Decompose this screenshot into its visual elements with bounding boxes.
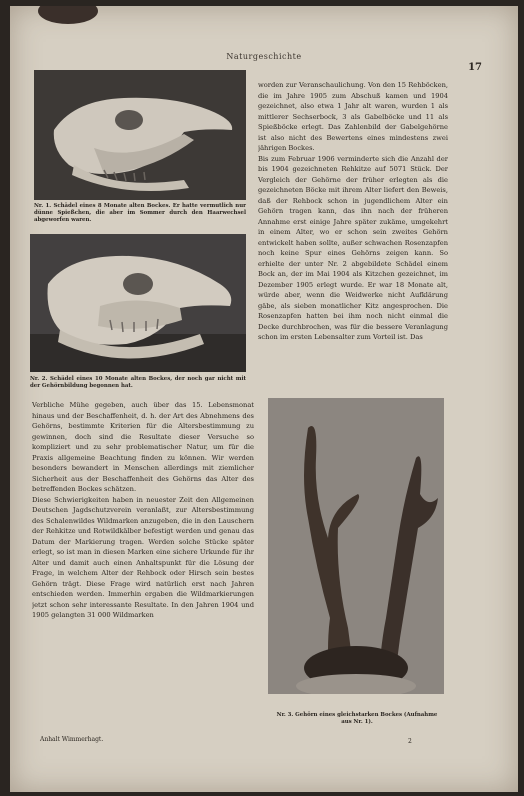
figure-1-caption: Nr. 1. Schädel eines 8 Monate alten Bockes. Er hatte vermutlich nur dünne Spießchen, die aber im Sommer durch den Haarwechsel abgeworfen waren.	[34, 203, 246, 223]
body-text-left-column: Verbliche Mühe gegeben, auch über das 15. Lebensmonat hinaus und der Beschaffenheit, d. h. der Art des Abnehmens des Gehörns, bestimmte Kriterien für die Altersbestimmung zu gewinnen, doch sind die Resultate dieser Versuche so kompliziert und zu sehr problematischer Natur, um für die Praxis allgemeine Beachtung finden zu können. Wir werden besonders bewandert in Menschen allerdings mit ziemlicher Sicherheit aus der Beschaffenheit des Gehörns das Alter des betreffenden Bockes schätzen. Diese Schwierigkeiten haben in neuester Zeit den Allgemeinen Deutschen Jagdschutzverein veranlaßt, zur Altersbestimmung des Schalenwildes Wildmarken anzugeben, die in den Lauschern der Rehkitze und Rotwildkälber befestigt werden und genau das Datum der Markierung tragen. Werden solche Stücke später erlegt, so ist man in diesen Marken eine sichere Urkunde für ihr Alter und damit auch einen Anhaltspunkt für die Lösung der Frage, in welchem Alter der Rehbock oder Hirsch sein bestes Gehörn trägt. Diese Frage wird natürlich erst nach Jahren entschieden werden. Immerhin ergaben die Wildmarkierungen jetzt schon sehr interessante Resultate. In den Jahren 1904 und 1905 gelangten 31 000 Wildmarken	[32, 401, 254, 619]
skull-image	[34, 70, 246, 200]
book-page	[10, 6, 518, 792]
printer-signature: Anhalt Wimmerhagt.	[40, 736, 104, 743]
figure-1-skull-photo	[34, 70, 246, 200]
antler-image	[268, 398, 444, 694]
page-number: 17	[468, 62, 482, 73]
folio-mark: 2	[408, 738, 412, 745]
figure-3-antler-photo	[268, 398, 444, 694]
running-head: Naturgeschichte	[226, 52, 302, 61]
skull-image	[30, 234, 246, 372]
thumb-shadow	[38, 6, 98, 24]
body-text-right-column: worden zur Veranschaulichung. Von den 15 Rehböcken, die im Jahre 1905 zum Abschuß kamen und 1904 gezeichnet, also etwa 1 Jahr alt waren, wurden 1 als mittlerer Sechserbock, 3 als Gabelböcke und 11 als Spießböcke erlegt. Das Zahlenbild der Gabelgehörne ist also nicht des Bewertens eines mindestens zwei jährigen Bockes. Bis zum Februar 1906 verminderte sich die Anzahl der bis 1904 gezeichneten Rehkitze auf 5071 Stück. Der Vergleich der Gehörne der früher erlegten als die gezeichneten Böcke mit ihrem Alter liefert den Beweis, daß der Rehbock schon in jugendlichem Alter ein Gehörn tragen kann, das ihn nach der früheren Annahme erst einige Jahre später zukäme, umgekehrt in einem Alter, wo er schon sein zweites Gehörn entwickelt haben sollte, außer schwachen Rosenzapfen noch keine Spur eines Gehörns zeigen kann. So erhielte der unter Nr. 2 abgebildete Schädel einem Bock an, der im Mai 1904 als Kitzchen gezeichnet, im Dezember 1905 erlegt wurde. Er war 18 Monate alt, würde aber, wenn die Weidwerke nicht Aufklärung gäbe, als sieben monatlicher Kitz angesprochen. Die Rosenzapfen hatten bei ihm noch nicht einmal die Decke durchbrochen, was für die bessere Veranlagung schon im ersten Lebensalter zum Vorteil ist. Das	[258, 81, 448, 341]
figure-2-caption: Nr. 2. Schädel eines 10 Monate alten Bockes, der noch gar nicht mit der Gehörnbildung begonnen hat.	[30, 376, 246, 389]
figure-2-skull-photo	[30, 234, 246, 372]
figure-3-caption: Nr. 3. Gehörn eines gleichstarken Bockes (Aufnahme aus Nr. 1).	[276, 712, 438, 725]
